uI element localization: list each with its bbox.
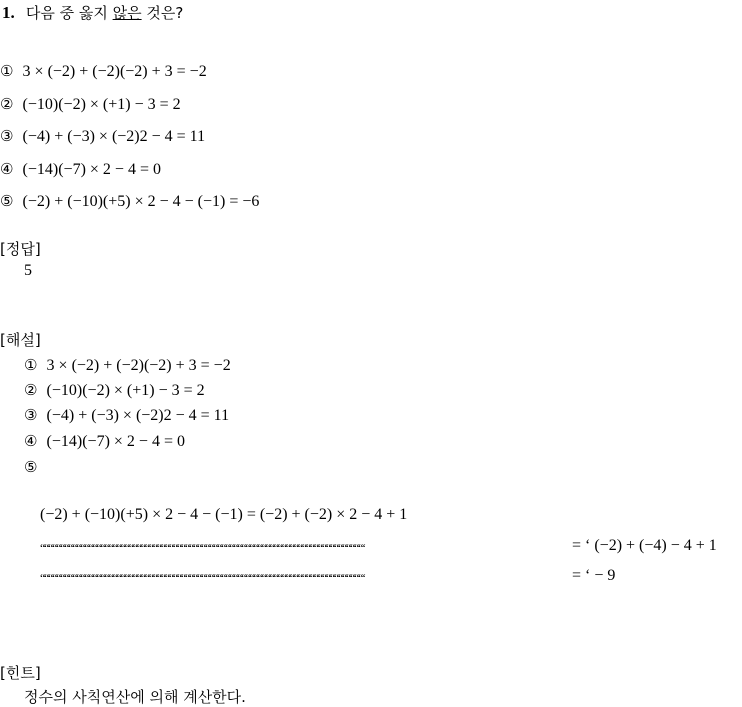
option-4[interactable]	[0, 159, 161, 179]
option-expression: (−4) + (−3) × (−2)2 − 4 = 11	[22, 128, 206, 145]
item-expression: (−4) + (−3) × (−2)2 − 4 = 11	[46, 407, 230, 424]
derivation-filler-2	[40, 567, 566, 586]
hint-label: [힌트]	[0, 664, 41, 682]
hint-text: 정수의 사칙연산에 의해 계산한다.	[24, 688, 246, 706]
explanation-item-4	[24, 431, 185, 451]
derivation-line-1: (−2) + (−10)(+5) × 2 − 4 − (−1) = (−2) + (−2) × 2 − 4 + 1	[40, 506, 408, 523]
explanation-label: [해설]	[0, 331, 41, 349]
item-marker: ④	[24, 432, 38, 450]
explanation-item-3	[24, 405, 229, 425]
filler-text: ““““““““““““““““““““““““““““““““““““““““““““““““““““““““““““““““““““““““““““““““‘	[40, 541, 365, 555]
option-5[interactable]	[0, 191, 259, 211]
item-expression: (−10)(−2) × (+1) − 3 = 2	[46, 382, 205, 399]
option-marker: ④	[0, 160, 14, 178]
question-line	[2, 2, 183, 23]
filler-text: ““““““““““““““““““““““““““““““““““““““““““““““““““““““““““““““““““““““““““““““““‘	[40, 571, 365, 585]
derivation-line-2: = ‘ (−2) + (−4) − 4 + 1	[572, 537, 717, 554]
explanation-item-2	[24, 380, 205, 400]
answer-value: 5	[24, 262, 32, 279]
explanation-item-5	[24, 457, 41, 477]
option-marker: ①	[0, 62, 14, 80]
item-marker: ③	[24, 406, 38, 424]
option-marker: ⑤	[0, 192, 14, 210]
item-marker: ⑤	[24, 458, 38, 476]
option-expression: (−10)(−2) × (+1) − 3 = 2	[22, 96, 181, 113]
question-emphasis: 않은	[112, 4, 142, 22]
question-text-after: 것은?	[141, 4, 184, 22]
answer-label: [정답]	[0, 240, 41, 258]
derivation-filler-1	[40, 537, 566, 556]
option-marker: ③	[0, 127, 14, 145]
option-marker: ②	[0, 95, 14, 113]
item-expression: (−14)(−7) × 2 − 4 = 0	[46, 433, 185, 450]
item-expression: 3 × (−2) + (−2)(−2) + 3 = −2	[46, 357, 231, 374]
item-marker: ①	[24, 356, 38, 374]
item-marker: ②	[24, 381, 38, 399]
explanation-item-1	[24, 355, 231, 375]
question-text-before: 다음 중 옳지	[25, 4, 113, 22]
option-expression: (−2) + (−10)(+5) × 2 − 4 − (−1) = −6	[22, 193, 260, 210]
option-expression: (−14)(−7) × 2 − 4 = 0	[22, 161, 161, 178]
question-number: 1.	[2, 3, 15, 22]
option-expression: 3 × (−2) + (−2)(−2) + 3 = −2	[22, 63, 207, 80]
derivation-line-3: = ‘ − 9	[572, 567, 616, 584]
option-3[interactable]	[0, 126, 205, 146]
option-1[interactable]	[0, 61, 207, 81]
option-2[interactable]	[0, 94, 181, 114]
